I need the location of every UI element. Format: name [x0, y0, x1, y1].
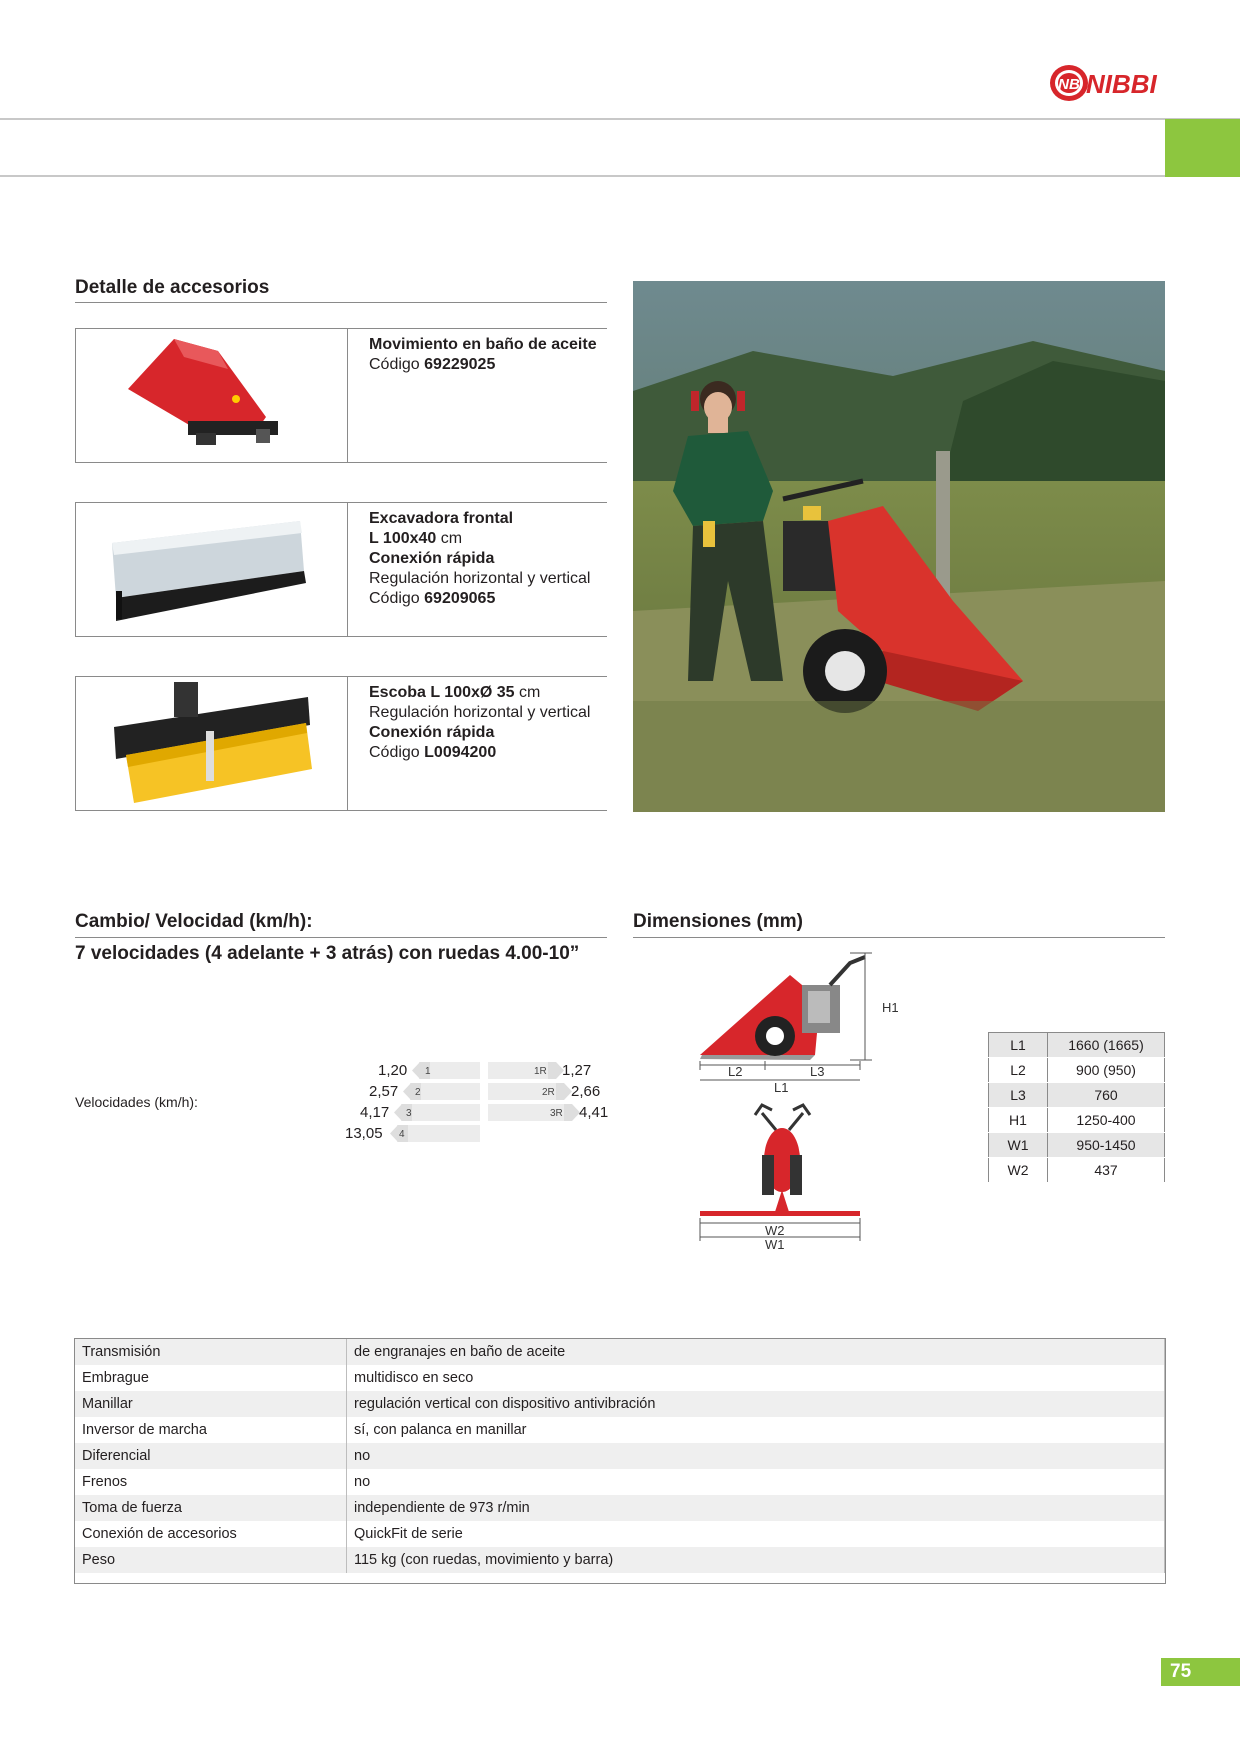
accessories-title: Detalle de accesorios: [75, 277, 270, 298]
brand-logo: [1048, 62, 1166, 104]
dim-key: W2: [989, 1158, 1048, 1183]
table-row: [75, 1547, 1165, 1573]
speed-title-line: [75, 937, 607, 938]
spec-value: no: [347, 1469, 1165, 1495]
speed-value: 13,05: [345, 1125, 383, 1142]
spec-label: Conexión de accesorios: [75, 1521, 347, 1547]
spec-value: independiente de 973 r/min: [347, 1495, 1165, 1521]
gear-tag: 1R: [534, 1066, 547, 1077]
table-row: [75, 1443, 1165, 1469]
table-row: [75, 1521, 1165, 1547]
accessory-broom: [75, 676, 607, 811]
gear-tag: 3R: [550, 1108, 563, 1119]
speed-bar: [401, 1104, 480, 1121]
table-row: [989, 1108, 1165, 1133]
speed-value: 1,20: [378, 1062, 408, 1079]
spec-value: sí, con palanca en manillar: [347, 1417, 1165, 1443]
table-row: [75, 1365, 1165, 1391]
table-row: [75, 1391, 1165, 1417]
spec-label: Frenos: [75, 1469, 347, 1495]
spec-label: Inversor de marcha: [75, 1417, 347, 1443]
speed-value: 1,27: [562, 1062, 592, 1079]
spec-value: multidisco en seco: [347, 1365, 1165, 1391]
dim-value: 437: [1048, 1158, 1165, 1183]
specs-table: [75, 1339, 1165, 1573]
accessory-gearbox-image: [76, 329, 348, 462]
accessories-title-line: [75, 302, 607, 303]
speed-title: Cambio/ Velocidad (km/h):: [75, 911, 313, 932]
speed-label: Velocidades (km/h):: [75, 1094, 198, 1110]
spec-value: regulación vertical con dispositivo antivibración: [347, 1391, 1165, 1417]
spec-label: Peso: [75, 1547, 347, 1573]
speed-value: 4,17: [360, 1104, 390, 1121]
header-rule-bottom: [0, 175, 1165, 177]
gear-tag: 2R: [542, 1087, 555, 1098]
spec-label: Embrague: [75, 1365, 347, 1391]
spec-value: de engranajes en baño de aceite: [347, 1339, 1165, 1365]
dim-value: 950-1450: [1048, 1133, 1165, 1158]
dim-value: 760: [1048, 1083, 1165, 1108]
table-row: [75, 1469, 1165, 1495]
accessory-broom-image: [76, 677, 348, 810]
header-accent-tab: [1165, 119, 1240, 177]
gear-tag: 1: [425, 1066, 431, 1077]
speed-subtitle: 7 velocidades (4 adelante + 3 atrás) con ruedas 4.00-10”: [75, 943, 580, 964]
table-row: [989, 1133, 1165, 1158]
dim-key: L1: [989, 1033, 1048, 1058]
dim-value: 1250-400: [1048, 1108, 1165, 1133]
dim-label-l2: L2: [728, 1064, 743, 1079]
table-row: [989, 1033, 1165, 1058]
table-row: [989, 1083, 1165, 1108]
dimension-diagram: [690, 945, 930, 1260]
dim-label-l1: L1: [774, 1080, 789, 1095]
dim-key: H1: [989, 1108, 1048, 1133]
speed-value: 4,41: [579, 1104, 609, 1121]
dim-label-w1: W1: [765, 1237, 785, 1252]
dim-key: W1: [989, 1133, 1048, 1158]
speed-value: 2,57: [369, 1083, 399, 1100]
logo-text: NIBBI: [1086, 69, 1157, 99]
spec-label: Diferencial: [75, 1443, 347, 1469]
dimensions-title-line: [633, 937, 1165, 938]
accessory-blade-text: Excavadora frontal L 100x40 cm Conexión rápida Regulación horizontal y vertical Código 69209065: [369, 510, 591, 607]
gear-tag-shape: [564, 1104, 580, 1121]
gear-tag: 4: [399, 1129, 405, 1140]
dim-label-l3: L3: [810, 1064, 825, 1079]
dim-key: L3: [989, 1083, 1048, 1108]
speed-bar: [397, 1125, 480, 1142]
product-photo: [633, 281, 1165, 812]
dim-label-h1: H1: [882, 1000, 899, 1015]
table-row: [75, 1417, 1165, 1443]
speed-value: 2,66: [571, 1083, 601, 1100]
gear-tag: 3: [406, 1108, 412, 1119]
spec-value: QuickFit de serie: [347, 1521, 1165, 1547]
dim-value: 900 (950): [1048, 1058, 1165, 1083]
spec-value: 115 kg (con ruedas, movimiento y barra): [347, 1547, 1165, 1573]
dim-key: L2: [989, 1058, 1048, 1083]
table-row: [989, 1058, 1165, 1083]
header-rule-top: [0, 118, 1240, 120]
accessory-blade-image: [76, 503, 348, 636]
dim-value: 1660 (1665): [1048, 1033, 1165, 1058]
spec-label: Toma de fuerza: [75, 1495, 347, 1521]
accessory-gearbox: [75, 328, 607, 463]
accessory-blade: [75, 502, 607, 637]
gear-tag: 2: [415, 1087, 421, 1098]
dimensions-title: Dimensiones (mm): [633, 911, 803, 932]
dim-label-w2: W2: [765, 1223, 785, 1238]
spec-label: Transmisión: [75, 1339, 347, 1365]
spec-value: no: [347, 1443, 1165, 1469]
accessory-gearbox-text: Movimiento en baño de aceite Código 69229025: [369, 336, 597, 373]
page-number: 75: [1161, 1658, 1240, 1686]
spec-label: Manillar: [75, 1391, 347, 1417]
table-row: [989, 1158, 1165, 1183]
table-row: [75, 1339, 1165, 1365]
logo-mark: NB: [1058, 76, 1080, 93]
gear-tag-shape: [556, 1083, 572, 1100]
accessory-broom-text: Escoba L 100xØ 35 cm Regulación horizontal y vertical Conexión rápida Código L0094200: [369, 684, 591, 761]
table-row: [75, 1495, 1165, 1521]
dimensions-table: [988, 1032, 1165, 1183]
